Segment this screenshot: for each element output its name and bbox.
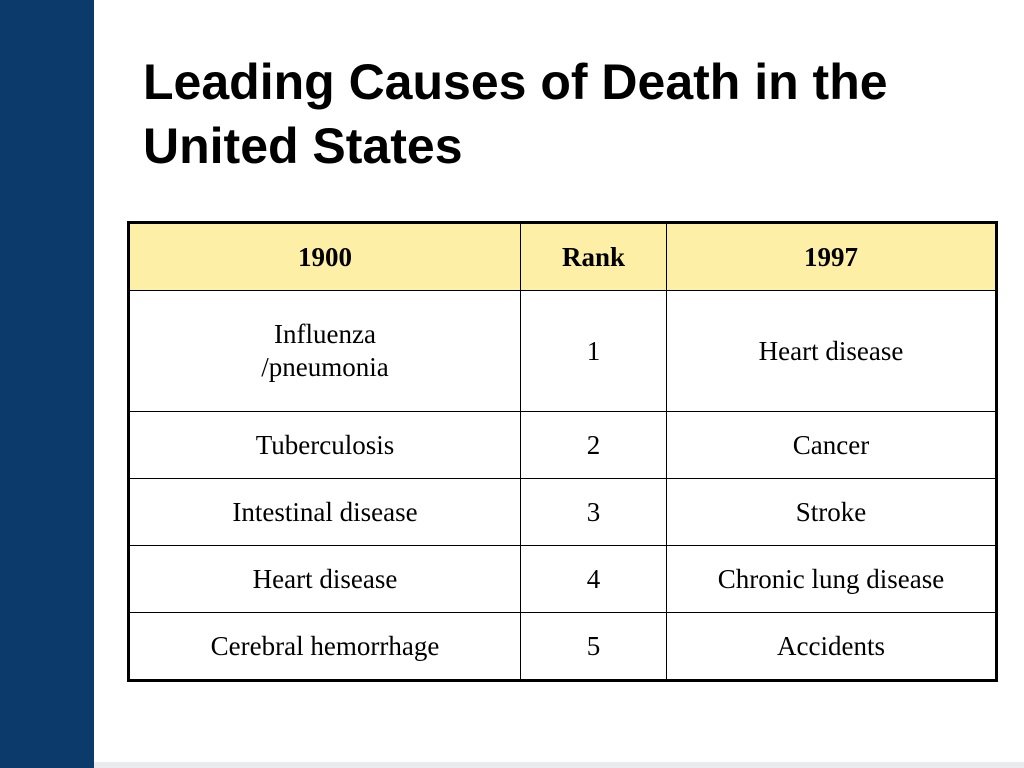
header-rank: Rank	[521, 223, 667, 291]
table-row	[129, 412, 997, 479]
header-1900: 1900	[129, 223, 521, 291]
cell-cause-1900	[129, 291, 521, 412]
sidebar-accent-bar	[0, 0, 94, 768]
table-row	[129, 291, 997, 412]
cell-cause-1900: Cerebral hemorrhage	[129, 613, 521, 681]
slide-title	[143, 50, 1013, 178]
cell-cause-1900: Heart disease	[129, 546, 521, 613]
slide-title-line1: Leading Causes of Death in the	[143, 54, 888, 110]
cell-cause-1900: Intestinal disease	[129, 479, 521, 546]
table-header-row	[129, 223, 997, 291]
cell-cause-1900-line2: /pneumonia	[261, 352, 389, 382]
causes-table-container	[127, 221, 998, 682]
table-row	[129, 613, 997, 681]
header-1997: 1997	[667, 223, 997, 291]
cell-cause-1900-line1: Influenza	[274, 319, 376, 349]
cell-rank: 2	[521, 412, 667, 479]
table-row	[129, 479, 997, 546]
slide-title-line2: United States	[143, 118, 463, 174]
cell-cause-1900: Tuberculosis	[129, 412, 521, 479]
cell-rank: 3	[521, 479, 667, 546]
table-row	[129, 546, 997, 613]
cell-cause-1997: Accidents	[667, 613, 997, 681]
cell-cause-1997: Cancer	[667, 412, 997, 479]
cell-cause-1997: Chronic lung disease	[667, 546, 997, 613]
causes-of-death-table	[127, 221, 998, 682]
cell-rank: 1	[521, 291, 667, 412]
bottom-divider	[94, 762, 1024, 768]
cell-rank: 5	[521, 613, 667, 681]
cell-cause-1997: Stroke	[667, 479, 997, 546]
cell-cause-1997: Heart disease	[667, 291, 997, 412]
cell-rank: 4	[521, 546, 667, 613]
